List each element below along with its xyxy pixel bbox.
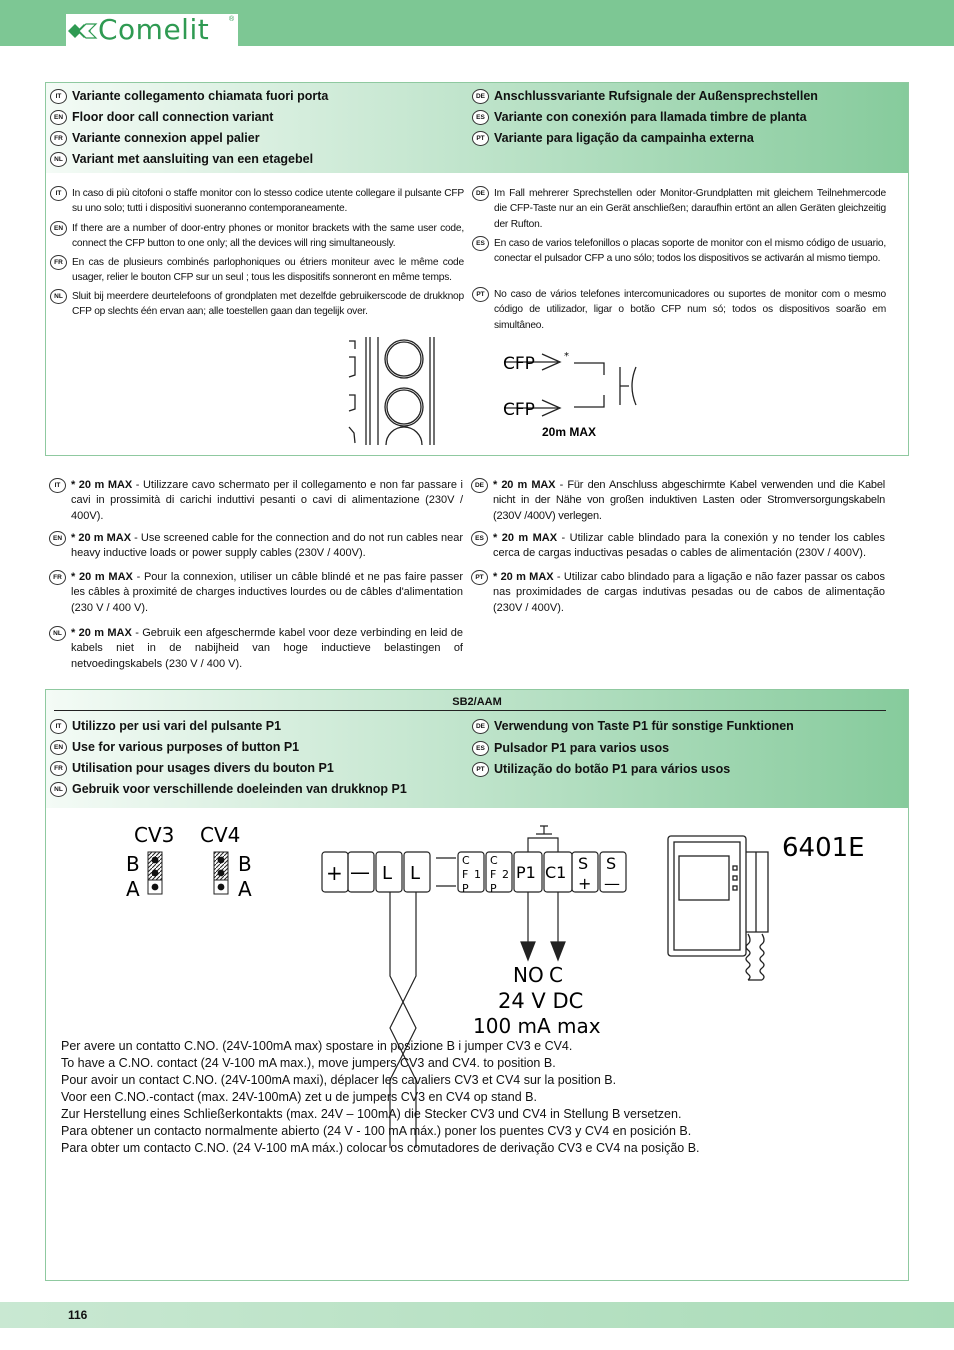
heading-it [50, 89, 328, 104]
note-pt [471, 570, 885, 616]
para-text: En caso de varios telefonillos o placas soporte de monitor con el mismo código de usuario, conectar el pulsador CFP a uno sólo; todos los dispositivos se activarán al mismo tiempo. [494, 238, 886, 265]
terminal-s-plus-sign: + [578, 874, 592, 893]
heading-fr [50, 761, 334, 776]
heading-nl [50, 152, 313, 167]
heading-fr [50, 131, 260, 146]
cv4-label: CV4 [200, 823, 241, 847]
heading-text: Utilizzo per usi vari del pulsante P1 [72, 719, 282, 733]
note-lead: * 20 m MAX [493, 479, 556, 491]
heading-pt [472, 131, 754, 146]
terminal-c1: C1 [545, 863, 567, 882]
cfp1-f: F [462, 868, 469, 881]
heading-text: Anschlussvariante Rufsignale der Außensprechstellen [494, 89, 818, 103]
para-text: Im Fall mehrerer Sprechstellen oder Monitor-Grundplatten mit gleichem Teilnehmercode die CFP-Taste nur an ein Gerät anschließen; daraufhin ertönt an allen Geräten gleichzeitig der Rufton. [494, 188, 886, 230]
note-text: - Use screened cable for the connection and do not run cables near heavy inductive loads or power supply cables (230V / 400V). [71, 532, 463, 560]
cv4-a-label: A [238, 877, 252, 901]
lang-badge: EN [49, 531, 66, 546]
cfp-label-2: CFP [503, 400, 535, 420]
cfp1-num: 1 [474, 868, 481, 881]
no-label: NO [513, 963, 544, 987]
lang-badge: IT [49, 478, 66, 493]
terminal-s-minus-sign: — [604, 874, 620, 893]
para-es [472, 236, 886, 267]
note-text: - Für den Anschluss abgeschirmte Kabel verwenden und die Kabel nicht in der Nähe von großen induktiven Lasten oder Stromversorgungskabeln (230V /400V) verlegen. [493, 479, 885, 522]
heading-de [472, 719, 794, 734]
terminal-p1: P1 [516, 863, 536, 882]
lang-badge: DE [471, 478, 488, 493]
instruction-fr: Pour avoir un contact C.NO. (24V-100mA maxi), déplacer les cavaliers CV3 et CV4 sur la position B. [61, 1073, 617, 1087]
lang-badge: IT [50, 719, 67, 734]
model-divider [54, 710, 886, 711]
heading-text: Verwendung von Taste P1 für sonstige Funktionen [494, 719, 794, 733]
voltage-label: 24 V DC [498, 989, 584, 1013]
terminal-l2: L [410, 863, 421, 884]
lang-badge: EN [50, 110, 67, 125]
lang-badge: FR [50, 131, 67, 146]
note-text: - Utilizar cabo blindado para a ligação e não fazer passar os cabos nas proximidades de cargas indutivas pesadas ou de cabos de alimentação (230V / 400V). [493, 571, 885, 614]
lang-badge: NL [50, 152, 67, 167]
monitor-6401e-icon [668, 836, 768, 980]
heading-text: Use for various purposes of button P1 [72, 740, 300, 754]
heading-text: Variante connexion appel palier [72, 131, 260, 145]
heading-en [50, 740, 299, 755]
lang-badge: EN [50, 221, 67, 236]
cv3-b-label: B [126, 852, 140, 876]
note-lead: * 20 m MAX [493, 532, 558, 544]
heading-text: Utilização do botão P1 para vários usos [494, 762, 731, 776]
lang-badge: FR [50, 761, 67, 776]
terminal-plus: + [326, 861, 343, 885]
lang-badge: IT [50, 89, 67, 104]
instruction-en: To have a C.NO. contact (24 V-100 mA max.), move jumpers CV3 and CV4. to position B. [61, 1056, 556, 1070]
instruction-pt: Para obter um contacto C.NO. (24 V-100 mA máx.) colocar os comutadores de derivação CV3 e CV4 na posição B. [61, 1141, 700, 1155]
cfp2-p: P [490, 882, 497, 895]
lang-badge: ES [471, 531, 488, 546]
note-text: - Pour la connexion, utiliser un câble blindé et ne pas faire passer les câbles à proximité de charges inductives lourdes ou de câbles d'alimentation (230 V / 400 V). [71, 571, 463, 614]
lang-badge: NL [50, 289, 67, 304]
lang-badge: FR [49, 570, 66, 585]
terminal-cfp2 [490, 854, 509, 895]
note-text: - Gebruik een afgeschermde kabel voor deze verbinding en leid de kabels niet in de nabijheid van hoge inductieve belastingen of netvoedingskabels (230 V / 400 V). [71, 627, 463, 670]
terminal-s-minus-s: S [606, 854, 617, 873]
note-en [49, 531, 463, 562]
instruction-es: Para obtener un contacto normalmente abierto (24 V - 100 mA máx.) poner los puentes CV3 y CV4 en posición B. [61, 1124, 692, 1138]
lang-badge: ES [472, 110, 489, 125]
note-de [471, 478, 885, 524]
para-text: En cas de plusieurs combinés parlophoniques ou étriers moniteur avec le même code usager, relier le bouton CFP sur un seul ; tous les dispositifs sonneront en même temps. [72, 257, 464, 284]
para-pt [472, 287, 886, 333]
note-it [49, 478, 463, 524]
heading-text: Variante con conexión para llamada timbre de planta [494, 110, 807, 124]
para-de [472, 186, 886, 232]
para-text: No caso de vários telefones intercomunicadores ou suportes de monitor com o mesmo código de utilizador, ligar o botão CFP num só; todos os dispositivos soarão em simultâneo. [494, 289, 886, 331]
heading-it [50, 719, 281, 734]
lang-badge: IT [50, 186, 67, 201]
para-en [50, 221, 464, 252]
jumper-cv3-icon [148, 852, 162, 894]
instruction-nl: Voor een C.NO.-contact (max. 24V-100mA) zet u de jumpers CV3 en CV4 op stand B. [61, 1090, 537, 1104]
terminal-cfp1 [462, 854, 481, 895]
para-fr [50, 255, 464, 286]
section-floor-door-call [45, 82, 909, 456]
terminal-l1: L [382, 863, 393, 884]
lang-badge: FR [50, 255, 67, 270]
note-lead: * 20 m MAX [493, 571, 554, 583]
note-es [471, 531, 885, 562]
heading-text: Utilisation pour usages divers du bouton P1 [72, 761, 334, 775]
lang-badge: PT [472, 287, 489, 302]
heading-text: Pulsador P1 para varios usos [494, 741, 670, 755]
lang-badge: DE [472, 719, 489, 734]
heading-de [472, 89, 818, 104]
cfp-label-1: CFP [503, 354, 535, 374]
section-button-p1 [45, 689, 909, 1281]
cv3-a-label: A [126, 877, 140, 901]
lang-badge: ES [472, 741, 489, 756]
terminal-s-plus-s: S [578, 854, 589, 873]
comelit-logo-icon [68, 20, 96, 42]
heading-en [50, 110, 273, 125]
para-text: In caso di più citofoni o staffe monitor con lo stesso codice utente collegare il pulsante CFP su uno solo; tutti i dispositivi suoneranno contemporaneamente. [72, 188, 464, 215]
model-label: SB2/AAM [452, 696, 502, 708]
heading-pt [472, 762, 730, 777]
lang-badge: ES [472, 236, 489, 251]
cv3-label: CV3 [134, 823, 175, 847]
note-text: - Utilizar cable blindado para la conexión y no tender los cables cerca de cargas inductivas pesadas o cables de alimentación (230V / 400V). [493, 532, 885, 560]
heading-nl [50, 782, 407, 797]
para-text: Sluit bij meerdere deurtelefoons of grondplaten met dezelfde gebruikerscode de drukknop CFP op slechts één ervan aan; alle toestellen gaan dan tegelijk over. [72, 291, 464, 318]
lang-badge: EN [50, 740, 67, 755]
asterisk-mark: * [564, 351, 569, 362]
heading-text: Variante para ligação da campainha externa [494, 131, 754, 145]
page-number: 116 [68, 1308, 88, 1322]
footer-bar [0, 1302, 954, 1328]
heading-text: Gebruik voor verschillende doeleinden van drukknop P1 [72, 782, 407, 796]
cfp1-c: C [462, 854, 470, 867]
lang-badge: NL [49, 626, 66, 641]
note-lead: * 20 m MAX [71, 532, 132, 544]
brand-registered-mark: ® [229, 16, 235, 23]
lang-badge: PT [472, 762, 489, 777]
note-nl [49, 626, 463, 672]
terminal-minus: — [350, 860, 370, 884]
cfp2-c: C [490, 854, 498, 867]
cfp2-f: F [490, 868, 497, 881]
cfp2-num: 2 [502, 868, 509, 881]
jumper-instructions [61, 1038, 700, 1157]
lang-badge: NL [50, 782, 67, 797]
lang-badge: DE [472, 186, 489, 201]
brand-name: Comelit [98, 13, 210, 46]
section-header [46, 690, 908, 808]
heading-text: Variante collegamento chiamata fuori porta [72, 89, 329, 103]
note-lead: * 20 m MAX [71, 571, 133, 583]
heading-es [472, 110, 807, 125]
note-lead: * 20 m MAX [71, 479, 133, 491]
note-fr [49, 570, 463, 616]
para-text: If there are a number of door-entry phones or monitor brackets with the same user code, connect the CFP button to one only; all the devices will ring simultaneously. [72, 223, 464, 250]
instruction-it: Per avere un contatto C.NO. (24V-100mA max) spostare in posizione B i jumper CV3 e CV4. [61, 1039, 573, 1053]
note-text: - Utilizzare cavo schermato per il collegamento e non far passare i cavi in prossimità di carichi induttivi pesanti o cavi di alimentazione (230V / 400V). [71, 479, 463, 522]
jumper-cv4-icon [214, 852, 228, 894]
heading-es [472, 741, 669, 756]
distance-label: 20m MAX [542, 425, 597, 439]
lang-badge: PT [472, 131, 489, 146]
cfp-wiring-diagram [346, 335, 676, 447]
lang-badge: PT [471, 570, 488, 585]
para-it [50, 186, 464, 217]
section-header [46, 83, 908, 173]
current-label: 100 mA max [473, 1014, 601, 1038]
cv4-b-label: B [238, 852, 252, 876]
note-lead: * 20 m MAX [71, 627, 132, 639]
instruction-de: Zur Herstellung eines Schließerkontakts (max. 24V – 100mA) die Stecker CV3 und CV4 in Stellung B versetzen. [61, 1107, 682, 1121]
para-nl [50, 289, 464, 320]
heading-text: Floor door call connection variant [72, 110, 274, 124]
c-label: C [549, 963, 563, 987]
lang-badge: DE [472, 89, 489, 104]
monitor-model-label: 6401E [782, 833, 865, 863]
cfp1-p: P [462, 882, 469, 895]
heading-text: Variant met aansluiting van een etagebel [72, 152, 314, 166]
